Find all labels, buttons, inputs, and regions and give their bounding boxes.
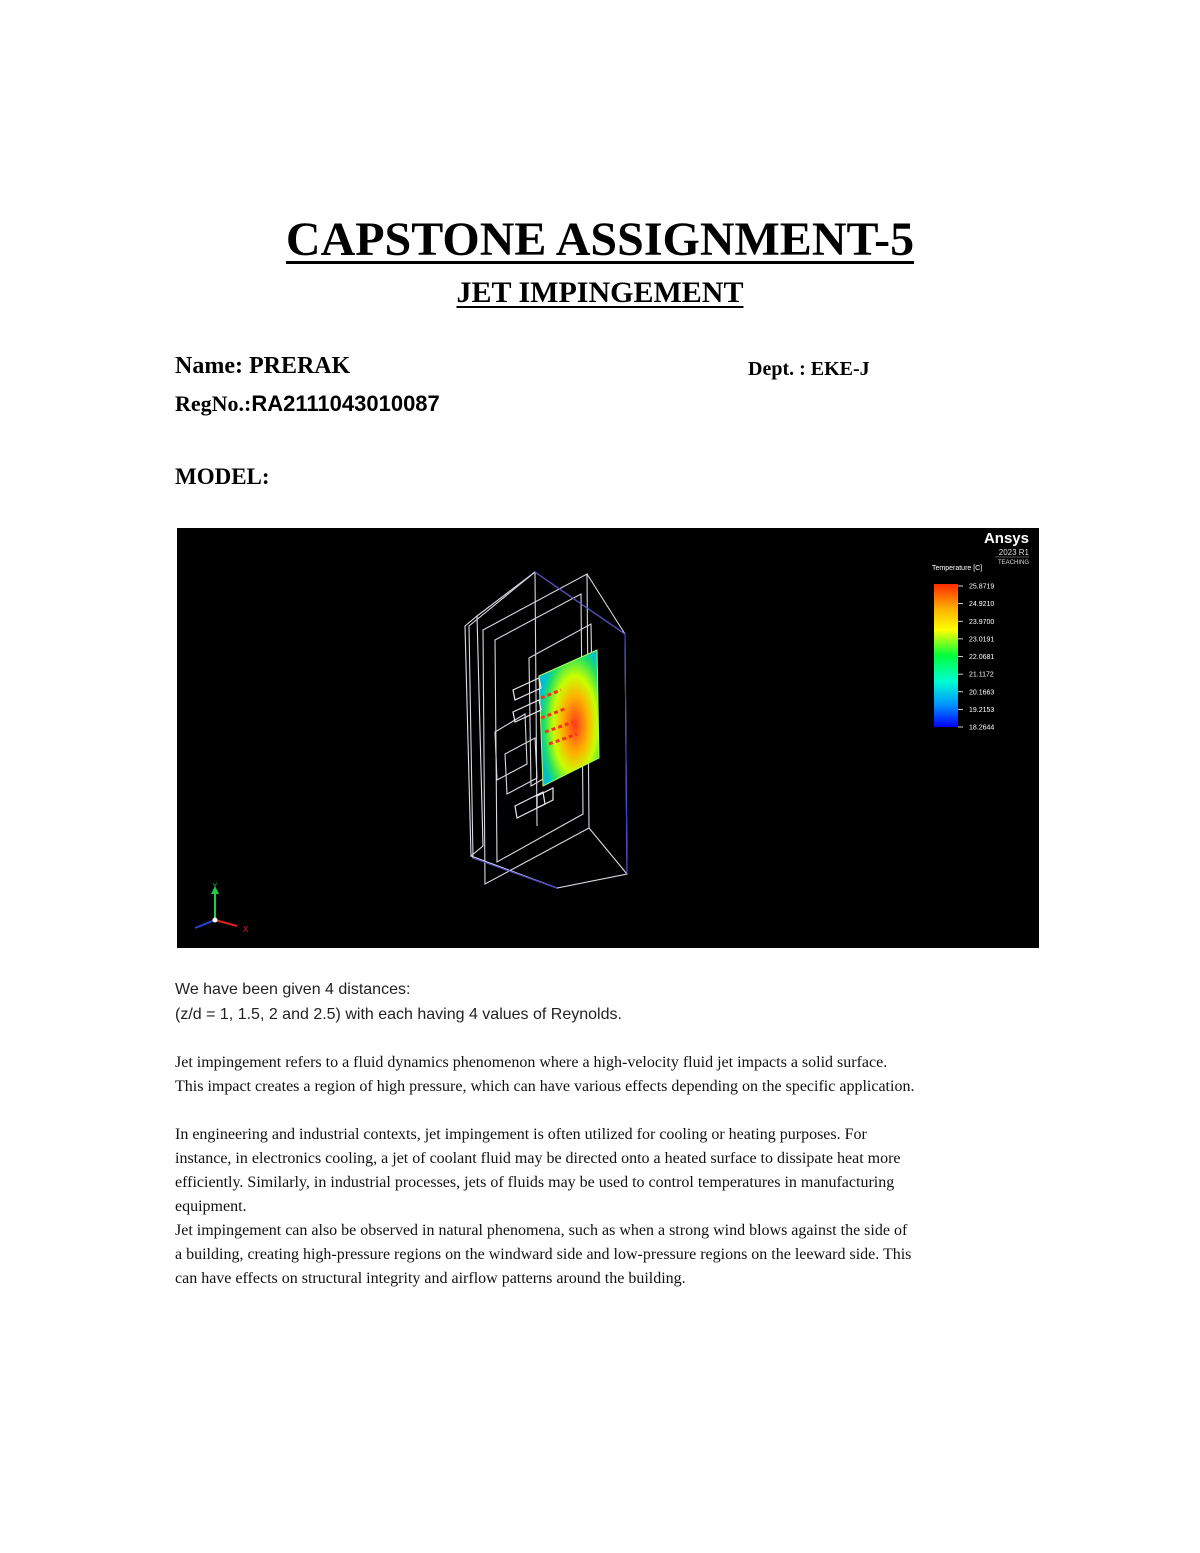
intro-line: We have been given 4 distances: [175, 981, 411, 998]
legend-value: 21.1172 [969, 671, 994, 679]
intro-line: (z/d = 1, 1.5, 2 and 2.5) with each having 4 values of Reynolds. [175, 1006, 622, 1023]
model-heading: MODEL: [175, 464, 270, 489]
paragraph-line: a building, creating high-pressure regions on the windward side and low-pressure regions on the leeward side. This [175, 1246, 912, 1263]
paragraph-definition [175, 1051, 1035, 1099]
legend-labels [958, 584, 994, 732]
student-name: Name: PRERAK [175, 353, 351, 379]
paragraph-line: Jet impingement refers to a fluid dynamics phenomenon where a high-velocity fluid jet impacts a solid surface. [175, 1054, 888, 1071]
registration-label: RegNo.: [175, 391, 252, 416]
page-subtitle: JET IMPINGEMENT [456, 276, 744, 309]
intro-paragraph [175, 977, 1035, 1027]
legend-title: Temperature [C] [932, 565, 983, 572]
paragraph-engineering [175, 1123, 1035, 1219]
student-department: Dept. : EKE-J [748, 358, 870, 380]
paragraph-line: instance, in electronics cooling, a jet of coolant fluid may be directed onto a heated surface to dissipate heat more [175, 1150, 901, 1167]
paragraph-line: efficiently. Similarly, in industrial processes, jets of fluids may be used to control temperatures in manufacturing [175, 1174, 895, 1191]
axis-triad [195, 883, 249, 934]
paragraph-line: In engineering and industrial contexts, jet impingement is often utilized for cooling or heating purposes. For [175, 1126, 867, 1143]
page-title: CAPSTONE ASSIGNMENT-5 [285, 213, 915, 266]
legend-value: 23.9700 [969, 618, 995, 626]
legend-value: 19.2153 [969, 706, 995, 714]
paragraph-line: can have effects on structural integrity and airflow patterns around the building. [175, 1270, 686, 1287]
paragraph-line: Jet impingement can also be observed in natural phenomena, such as when a strong wind blows against the side of [175, 1222, 908, 1239]
legend-value: 24.9210 [969, 601, 995, 609]
legend-color-bar [934, 584, 958, 727]
legend-value: 25.8719 [969, 583, 995, 591]
student-registration [175, 391, 440, 417]
simulation-viewport [177, 528, 1039, 948]
registration-number: RA2111043010087 [251, 391, 440, 416]
paragraph-line: equipment. [175, 1198, 247, 1215]
ansys-brand: Ansys [983, 530, 1029, 547]
axis-label-y: Y [212, 883, 218, 890]
legend-value: 18.2644 [969, 724, 995, 732]
axis-label-x: X [243, 925, 249, 934]
ansys-version: 2023 R1 [998, 548, 1029, 557]
legend-value: 20.1663 [969, 689, 995, 697]
paragraph-line: This impact creates a region of high pressure, which can have various effects depending on the specific application. [175, 1078, 915, 1095]
ansys-edition: TEACHING [997, 560, 1029, 566]
legend-value: 22.0681 [969, 654, 995, 661]
paragraph-natural [175, 1219, 1035, 1291]
legend-value: 23.0191 [969, 636, 995, 644]
heated-plate-contour [539, 650, 599, 786]
